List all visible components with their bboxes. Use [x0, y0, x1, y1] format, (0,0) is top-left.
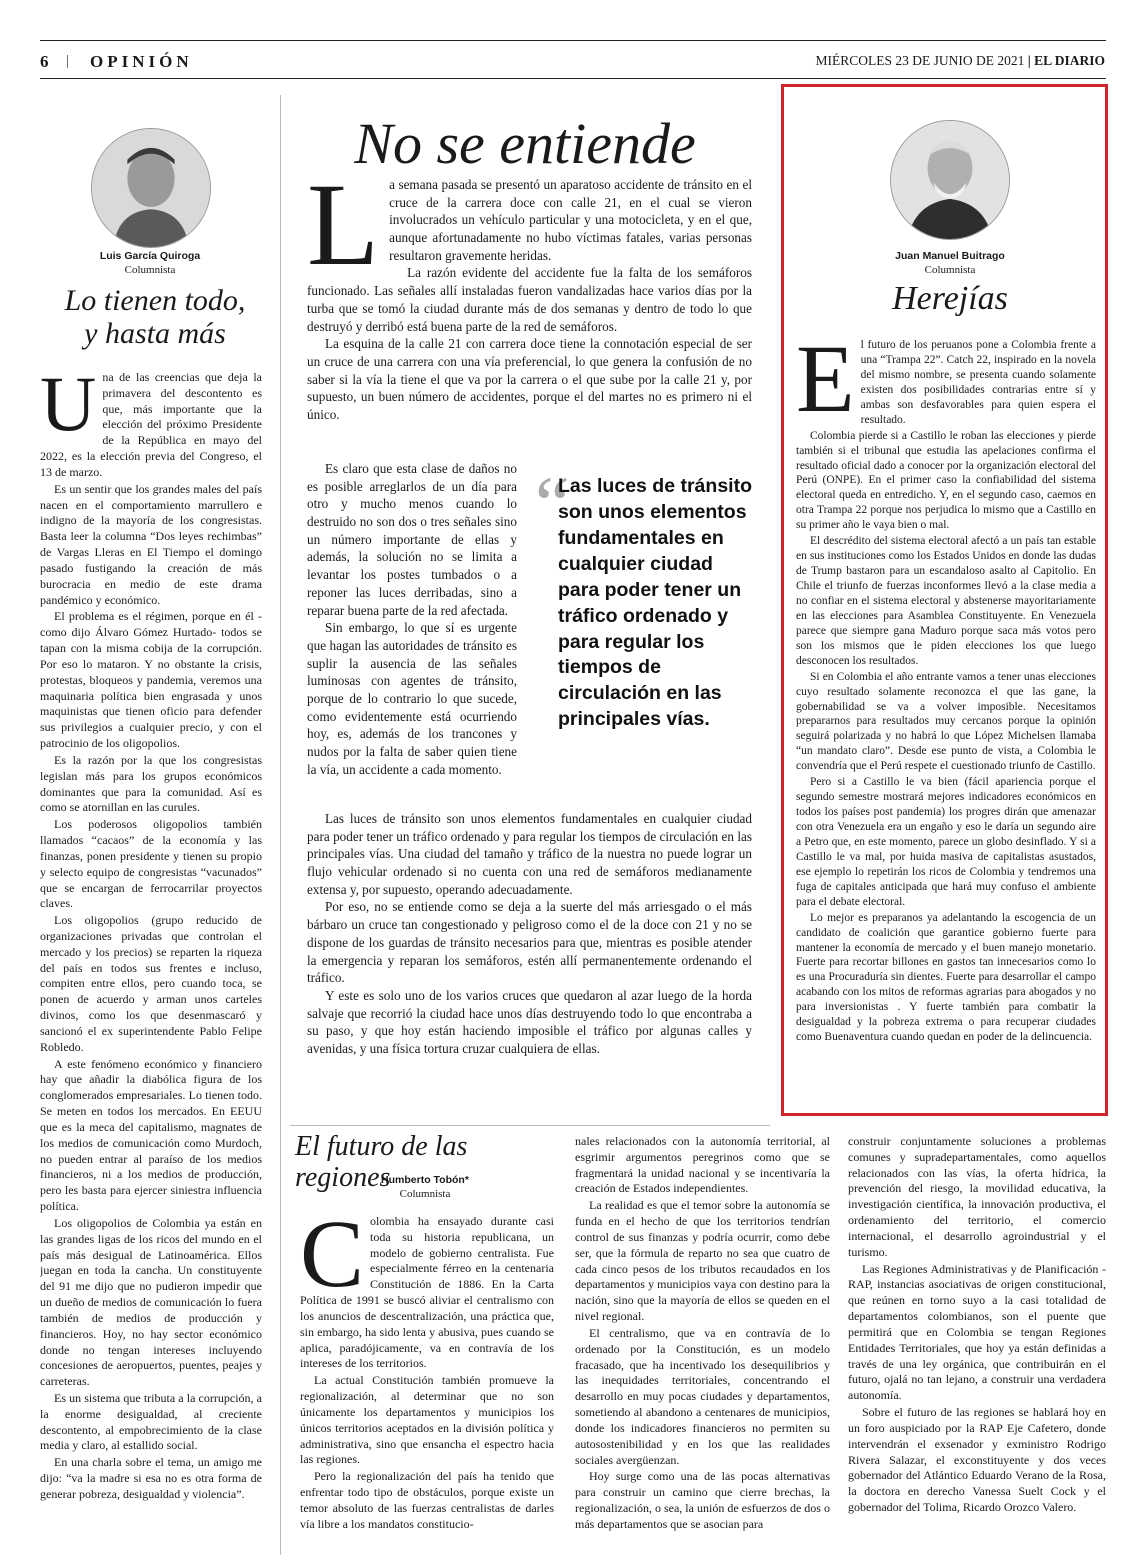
main-article-closing: [307, 810, 752, 1115]
paragraph: nales relacionados con la autonomía territorial, al esgrimir argumentos peregrinos como que se fragmentará la unidad nacional y se incentivaría la creación de Estados independientes.: [575, 1134, 830, 1196]
author-name-left: Luis García Quiroga: [99, 250, 201, 262]
paragraph: l futuro de los peruanos pone a Colombia frente a una “Trampa 22”. Catch 22, inspirado en la novela del mismo nombre, se presenta cuando solamente existen dos posibilidades contrarias entre sí y ambas son desfavorables para quien espera el resultado.: [860, 339, 1096, 426]
header-separator: |: [66, 53, 70, 69]
header-top-rule: [40, 40, 1106, 41]
pull-quote-text: Las luces de tránsito son unos elementos fundamentales en cualquier ciudad para poder tener un tráfico ordenado y para regular los tiempos de circulación en las principales vías.: [558, 475, 752, 731]
pull-quote: [558, 474, 758, 733]
left-column-body: [40, 370, 262, 1550]
drop-cap-bottom: C: [300, 1214, 365, 1307]
paragraph: olombia ha ensayado durante casi toda su historia republicana, un modelo de gobierno centralista. Fue especialmente férreo en la centenaria Constitución de 1886. En la Carta Política de 1991 se buscó aliviar el centralismo con los anuncios de descentralización, una práctica que, sin embargo, ha sido lenta y abusiva, pues cuando se aplica, paradójicamente, va en contravía de los intereses de los territorios.: [300, 1214, 554, 1371]
paragraph: Las Regiones Administrativas y de Planificación - RAP, instancias asociativas de origen constitucional, que reúnen en torno suyo a la casi totalidad de departamentos colombianos, son el puente que permitirá que en Colombia se tengan Regiones Entidades Territoriales, que hoy ya están definidas a través de una ley orgánica, que contribuirán en el futuro, ojalá no tan lejano, a construir una verdadera autonomía.: [848, 1261, 1106, 1403]
paragraph: Si en Colombia el año entrante vamos a tener unas elecciones cuyo resultado solamente reconozca el que las gane, la gobernabilidad se va a volver imposible. Necesitamos prepararnos para resultados muy cercanos porque la opinión seguirá polarizada y no habrá lo que López Michelsen llamaba “un mandato claro”. Desde ese punto de vista, a Colombia le convendría que el Perú respete el cuestionado triunfo de Castillo.: [796, 670, 1096, 773]
paragraph: Pero la regionalización del país ha tenido que enfrentar todo tipo de obstáculos, porque existe un temor absoluto de las fuerzas centralistas de darles vía libre a los mandatos constitucio-: [300, 1469, 554, 1531]
paragraph: Es un sentir que los grandes males del país nacen en el comportamiento marrullero e indigno de la mayoría de los congresistas. Basta leer la columna “Dos leyes rechimbas” de Vargas Lleras en El Tiempo el domingo pasado fustigando la creación de más burocracia en medio de este drama pandémico y económico.: [40, 481, 262, 607]
author-role-right: Columnista: [924, 264, 976, 276]
paper-name: | EL DIARIO: [1027, 53, 1105, 68]
column-title-right: Herejías: [892, 280, 1008, 317]
page-number: 6: [40, 52, 49, 71]
paragraph: na de las creencias que deja la primavera del descontento es que, más importante que la elección del próximo Presidente de la República en mayo del 2022, es la elección previa del Congreso, el 13 de marzo.: [40, 370, 262, 479]
portrait-image: [92, 129, 210, 247]
paragraph: Es la razón por la que los congresistas legislan más para los grupos económicos dominantes que para la comunidad. Así es como se atornillan en las curules.: [40, 752, 262, 815]
main-article-intro: [307, 176, 752, 458]
paragraph: Lo mejor es preparanos ya adelantando la escogencia de un candidato de coalición que garantice gobierno fuerte para mantener la economía de mercado y el buen manejo monetario. Fuerte para recortar billones en gastos tan innecesarios como lo es una Procuraduría sin dientes. Fuerte para desarrollar el campo acabando con los mitos de reformas agrarias para abogados y no para inversionistas . Y fuerte también para combatir la desigualdad y la pobreza extrema o para recuperar ciudades como Buenaventura cuando quedan en poder de la delincuencia.: [796, 911, 1096, 1044]
bottom-col-1: [300, 1214, 554, 1554]
paragraph: Las luces de tránsito son unos elementos fundamentales en cualquier ciudad para poder tener un tráfico ordenado y para regular los tiempos de circulación en las principales vías. Una ciudad del tamaño y tráfico de la nuestra no puede lograr un flujo vehicular ordenado si no cuenta con una red de semáforos medianamente extensa y, por supuesto, operando adecuadamente.: [307, 811, 752, 897]
paragraph: La razón evidente del accidente fue la falta de los semáforos funcionado. Las señales allí instaladas fueron vandalizadas hace varios días por la turba que se tomó la ciudad durante más de dos semanas y dentro de todo lo que destruyó y derribó está buena parte de la red de semáforos.: [307, 265, 752, 334]
drop-cap-right: E: [796, 338, 855, 432]
paragraph: Sin embargo, lo que sí es urgente que hagan las autoridades de tránsito es suplir la ausencia de las señales luminosas con agentes de tránsito, porque de lo contrario lo que sucede, como evidentemente está ocurriendo hoy, es, además de los trancones y nudos por la falta de saber quien tiene la vía, un accidente a cada momento.: [307, 620, 517, 777]
paragraph: Colombia pierde si a Castillo le roban las elecciones y pierde también si el tribunal que estudia las apelaciones confirma el resultado oficial dado a conocer por la organización electoral del Perú (ONPE). En el primer caso la confiabilidad del sistema electoral queda en entredicho. Y, en el segundo caso, caemos en otra Trampa 22 porque nos perjudica lo mismo que a Castillo en su primer año le vaya bien o mal.: [796, 429, 1096, 532]
quote-mark: “: [535, 460, 570, 547]
paragraph: Los oligopolios (grupo reducido de organizaciones privadas que controlan el mercado y los precios) se reparten la riqueza del país en todos sus frentes e incluso, compiten entre ellos, pero cuando toca, se ponen de acuerdo y arman unos carteles divinos, como los que desenmascaró y sancionó el ex superintendente Pablo Felipe Robledo.: [40, 913, 262, 1054]
paragraph: Los oligopolios de Colombia ya están en las grandes ligas de los ricos del mundo en el país más desigual de Latinoamérica. Ellos juegan en toda la cancha. Un constituyente del 91 me dijo que no pudieron impedir que un dueño de medios de comunicación lo fuera también de medios de producción y financieros. Hoy, no hay sector económico donde no tengan intereses incluyendo concesiones de aeropuertos, puentes, peajes y carreteras.: [40, 1215, 262, 1389]
author-photo-left: [91, 128, 211, 248]
title-line-2: y hasta más: [84, 317, 226, 350]
paragraph: Por eso, no se entiende como se deja a la suerte del más arriesgado o el más bárbaro un cruce tan congestionado y peligroso como el de la doce con 21 y no se dispone de los guardas de tránsito necesarios para que, mientras es posible atender la emergencia y reparan los semáforos, estén allí permanentemente ordenando el tráfico.: [307, 899, 752, 986]
drop-cap-main: L: [307, 176, 380, 290]
section-name: OPINIÓN: [90, 52, 193, 71]
title-line-1: Lo tienen todo,: [64, 284, 246, 317]
paragraph: La actual Constitución también promueve la regionalización, al determinar que no son únicamente los departamentos y municipios los únicos territorios aceptados en la división política y administrativa, sino que ensancha el espectro hacia las regiones.: [300, 1373, 554, 1467]
paragraph: Hoy surge como una de las pocas alternativas para construir un camino que cierre brechas, la regionalización, o sea, la unión de esfuerzos de dos o más departamentos que se asocian para: [575, 1469, 830, 1531]
paragraph: a semana pasada se presentó un aparatoso accidente de tránsito en el cruce de la carrera doce con calle 21, en el cual se vieron involucrados un vehículo particular y una motocicleta, y en el que, aunque afortunadamente no hubo víctimas fatales, varias personas resultaron gravemente heridas.: [389, 177, 752, 263]
bottom-col-2: [575, 1134, 830, 1554]
portrait-image: [891, 121, 1009, 239]
paragraph: La realidad es que el temor sobre la autonomía se funda en el hecho de que los territorios tendrían control de sus finanzas y podría ocurrir, como debe ser, que la fórmula de reparto no sea que cuatro de cada cinco pesos de los tributos recaudados en los departamentos y municipios vaya con destino para la nación, sino que la mayoría de ellos se queden en el nivel regional.: [575, 1198, 830, 1324]
drop-cap-left: U: [40, 370, 97, 447]
paragraph: El descrédito del sistema electoral afectó a un país tan estable en sus instituciones como los Estados Unidos en donde las dudas de Trump bastaron para un escandaloso asalto al Capitolio. En Chile el triunfo de fuerzas inconformes llevó a la clase media a no confiar en el sistema electoral y abstenerse mayoritariamente en las elecciones para Asamblea Constituyente. En Venezuela parece que siempre gana Maduro porque saca más votos pero son los mismos que le piden elecciones los que luego desconocen los resultados.: [796, 535, 1096, 667]
paragraph: En una charla sobre el tema, un amigo me dijo: “va la madre si esa no es otra forma de generar pobreza, desigualdad y violencia”.: [40, 1455, 262, 1501]
paragraph: Pero si a Castillo le va bien (fácil apariencia porque el segundo semestre mostrará mejores indicadores económicos en todos los países post pandemia) los progres dirán que amenazar con otra Venezuela era un engaño y eso le daría un segundo aire a Petro que, en este momento, parece un globo desinflado. Y si a Castillo le va mal, por huida masiva de capitalistas asustados, ese ejemplo lo repetirán los ricos de Colombia y tendremos una fuga de capitales anticipada que hará muy confuso el ambiente para el debate electoral.: [796, 776, 1096, 908]
paragraph: El centralismo, que va en contravía de lo ordenado por la Constitución, es un modelo fracasado, que ha incentivado los desequilibrios y las inequidades territoriales, concentrando el desarrollo en muy pocas ciudades y departamentos, sometiendo al abandono a centenares de municipios, donde los indicadores financieros no permiten su autosostenibilidad y en los que las realidades sociales avergüenzan.: [575, 1325, 830, 1467]
main-article-narrow: [307, 460, 517, 810]
paragraph: La esquina de la calle 21 con carrera doce tiene la connotación especial de ser un cruce de una carrera con una vía preferencial, lo que genera la confusión de no saber si la vía la tiene el que va por la carrera o el que sube por la calle 21 y, por supuesto, un buen número de accidentes, porque el del martes no es primero ni el único.: [307, 336, 752, 422]
column-divider: [280, 95, 281, 1555]
paragraph: Los poderosos oligopolios también llamados “cacaos” de la economía y las finanzas, ponen presidente y tienen su propio y selecto equipo de congresistas “vacunados” que se encargan de ferrocarrilar proyectos claves.: [40, 817, 262, 911]
paragraph: construir conjuntamente soluciones a problemas comunes y supradepartamentales, como aquellos relacionados con las vías, la oferta hídrica, la prevención del riesgo, la movilidad educativa, la investigación científica, la innovación productiva, el ordenamiento del territorio, el comercio internacional, el desarrollo agroindustrial y el turismo.: [848, 1134, 1106, 1259]
paragraph: Es claro que esta clase de daños no es posible arreglarlos de un día para otro y mucho menos cuando lo destruido no son dos o tres señales sino un número importante de ellas y además, la solución no se limita a levantar los postes tumbados o a reponer las luces derribadas, sino a reparar buena parte de la red afectada.: [307, 461, 517, 618]
issue-date: MIÉRCOLES 23 DE JUNIO DE 2021: [815, 53, 1025, 68]
section-divider: [290, 1125, 770, 1126]
paragraph: A este fenómeno económico y financiero hay que añadir la diabólica figura de los conglomerados empresariales. Lo tienen todo. Se meten en todos los mercados. En EEUU que es la meca del capitalismo, magnates de los medios de comunicación como Murdoch, no pueden entrar al paraíso de los medios financieros, ni a los medios de producción, pero les basta para ejercer siniestra influencia política.: [40, 1056, 262, 1214]
paragraph: El problema es el régimen, porque en él -como dijo Álvaro Gómez Hurtado- todos se tapan con la misma cobija de la corrupción. Por eso lo mataron. Y no obstante la crisis, protestas, bloqueos y pandemia, veremos una maquinaria política bien engrasada y unos maquinistas que tienen oficio para defender sus privilegios a cualquier precio, y con el patrocinio de los oligopolios.: [40, 609, 262, 751]
bottom-author-role: Columnista: [399, 1188, 451, 1200]
column-title-left: [40, 284, 270, 350]
main-article-title: No se entiende: [354, 111, 696, 176]
right-column-body: [796, 338, 1096, 1110]
bottom-article-title: El futuro de las regiones: [295, 1131, 468, 1193]
paragraph: Y este es solo uno de los varios cruces que quedaron al azar luego de la horda salvaje que recorrió la ciudad hace unos días destruyendo todo lo que encontraba a su paso, y que hoy están haciendo imposible el tráfico por algunas calles y avenidas, y una física tortura cruzar cualquiera de ellas.: [307, 987, 752, 1056]
bottom-col-3: [848, 1134, 1106, 1554]
author-photo-right: [890, 120, 1010, 240]
paragraph: Es un sistema que tributa a la corrupción, a la enorme desigualdad, al creciente descontento, al empobrecimiento de la clase media y claro, al estallido social.: [40, 1391, 262, 1453]
author-name-right: Juan Manuel Buitrago: [895, 250, 1005, 262]
header-bottom-rule: [40, 78, 1106, 79]
bottom-author-name: Humberto Tobón*: [381, 1174, 469, 1186]
paragraph: Sobre el futuro de las regiones se hablará hoy en un foro auspiciado por la RAP Eje Cafetero, donde intervendrán el exsenador y exministro Rodrigo Rivera Salazar, el exconstituyente y dos veces gobernador del Atlántico Eduardo Verano de la Rosa, la doctora en derecho Vanessa Suelt Cock y el gobernador del Tolima, Ricardo Orozco Valero.: [848, 1405, 1106, 1515]
author-role-left: Columnista: [124, 264, 176, 276]
dateline: [816, 53, 1106, 69]
